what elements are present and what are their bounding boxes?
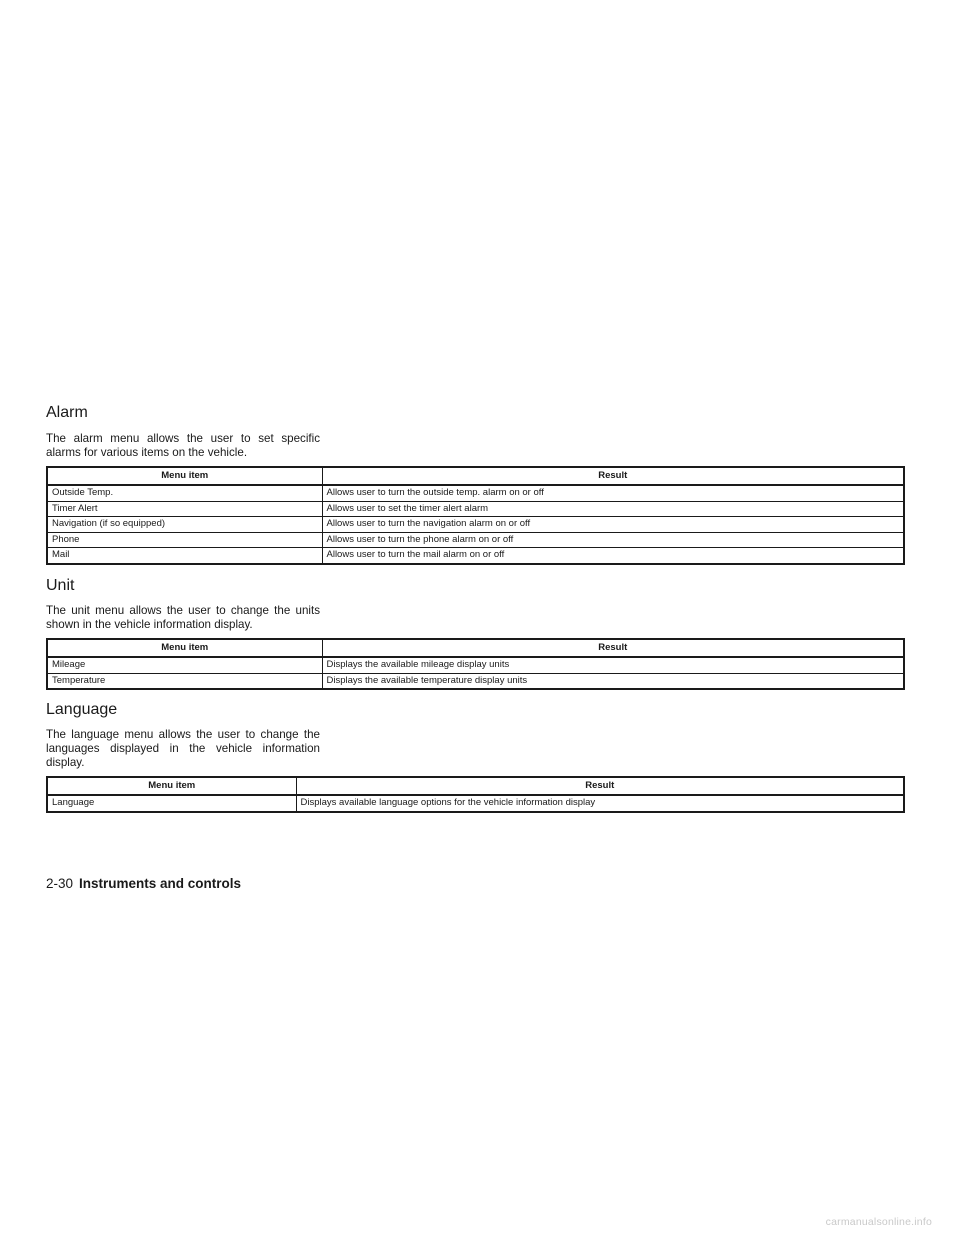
unit-heading: Unit [46,577,75,594]
menu-item-cell: Phone [47,532,322,548]
table-row [47,501,904,517]
menu-item-cell: Mileage [47,657,322,673]
menu-item-cell: Navigation (if so equipped) [47,517,322,533]
table-row [47,485,904,501]
result-cell: Allows user to turn the outside temp. alarm on or off [322,485,904,501]
alarm-table [46,466,905,565]
language-intro: The language menu allows the user to change the languages displayed in the vehicle information display. [46,728,320,769]
header-menu-item: Menu item [47,467,322,485]
table-row [47,517,904,533]
page-footer [46,876,241,891]
menu-item-cell: Mail [47,548,322,564]
result-cell: Allows user to turn the mail alarm on or off [322,548,904,564]
result-cell: Displays the available temperature display units [322,673,904,689]
header-menu-item: Menu item [47,639,322,657]
unit-table [46,638,905,690]
table-row [47,548,904,564]
header-result: Result [322,639,904,657]
table-row [47,673,904,689]
table-header-row [47,467,904,485]
result-cell: Allows user to set the timer alert alarm [322,501,904,517]
language-heading: Language [46,701,118,718]
table-row [47,657,904,673]
table-row [47,795,904,812]
alarm-intro: The alarm menu allows the user to set specific alarms for various items on the vehicle. [46,432,320,459]
language-table [46,776,905,813]
table-row [47,532,904,548]
result-cell: Allows user to turn the navigation alarm on or off [322,517,904,533]
table-header-row [47,639,904,657]
menu-item-cell: Language [47,795,296,812]
header-result: Result [322,467,904,485]
menu-item-cell: Timer Alert [47,501,322,517]
menu-item-cell: Temperature [47,673,322,689]
chapter-title: Instruments and controls [79,876,242,891]
menu-item-cell: Outside Temp. [47,485,322,501]
header-result: Result [296,777,904,795]
result-cell: Displays the available mileage display units [322,657,904,673]
watermark: carmanualsonline.info [825,1216,932,1228]
page-number: 2-30 [46,876,74,891]
result-cell: Displays available language options for the vehicle information display [296,795,904,812]
table-header-row [47,777,904,795]
unit-intro: The unit menu allows the user to change the units shown in the vehicle information display. [46,604,320,631]
header-menu-item: Menu item [47,777,296,795]
result-cell: Allows user to turn the phone alarm on or off [322,532,904,548]
alarm-heading: Alarm [46,404,88,421]
